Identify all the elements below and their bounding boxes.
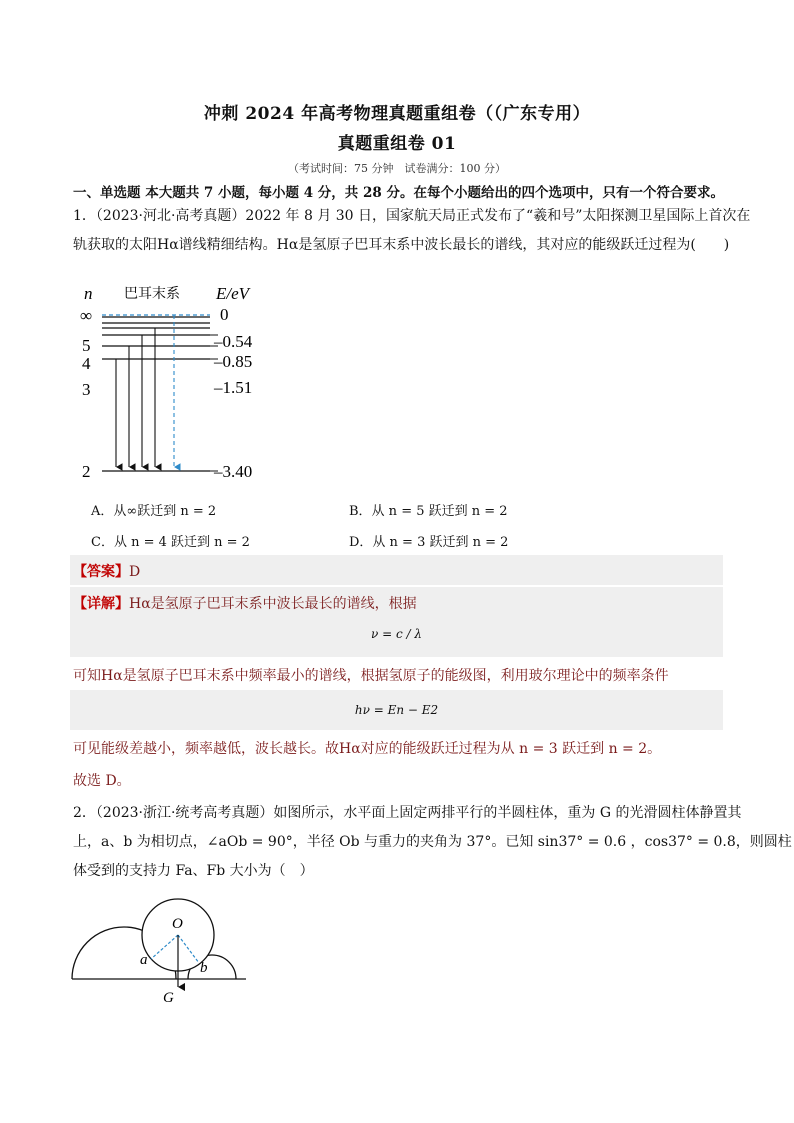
label-b: b [200, 960, 208, 976]
level-n-2: 2 [82, 462, 91, 481]
answer-value: D [129, 564, 141, 580]
level-e-4: –0.85 [214, 352, 253, 371]
section-heading: 一、单选题 本大题共 7 小题，每小题 4 分，共 28 分。在每个小题给出的四个选项中，只有一个符合要求。 [73, 185, 724, 201]
q1-stem-line2: 轨获取的太阳Hα谱线精细结构。Hα是氢原子巴耳末系中波长最长的谱线，其对应的能级跃迁过程为( ) [73, 237, 730, 253]
detail-tag: 【详解】 [73, 596, 129, 612]
paper-subtitle: 真题重组卷 01 [337, 134, 457, 154]
level-e-inf: 0 [220, 305, 229, 324]
formula-panel [70, 690, 723, 730]
q2-stem-line2: 上，a、b 为相切点，∠aOb = 90°，半径 Ob 与重力的夹角为 37°。已知 sin37° = 0.6 ，cos37° = 0.8，则圆柱 [73, 834, 792, 850]
q1-option-d[interactable]: D．从 n = 3 跃迁到 n = 2 [349, 535, 509, 550]
energy-axis-label: E/eV [216, 284, 250, 303]
level-n-4: 4 [82, 354, 91, 373]
detail-line1: Hα是氢原子巴耳末系中波长最长的谱线，根据 [129, 596, 417, 612]
detail-panel [70, 587, 723, 657]
label-a: a [140, 952, 148, 968]
series-label: 巴耳末系 [124, 286, 180, 302]
energy-level-diagram [70, 275, 290, 485]
level-e-5: –0.54 [214, 332, 253, 351]
q2-stem-line1: 2．（2023·浙江·统考高考真题）如图所示，水平面上固定两排平行的半圆柱体，重为 G 的光滑圆柱体静置其 [73, 805, 742, 821]
formula-bohr: hν = En − E2 [354, 703, 439, 717]
level-n-3: 3 [82, 380, 91, 399]
n-axis-label: n [84, 284, 93, 303]
answer-panel [70, 555, 723, 585]
cylinder-diagram [68, 895, 258, 1010]
detail-conclusion: 故选 D。 [73, 773, 131, 789]
level-n-5: 5 [82, 336, 91, 355]
label-g: G [163, 990, 174, 1006]
level-e-3: –1.51 [214, 378, 253, 397]
detail-line2: 可知Hα是氢原子巴耳末系中频率最小的谱线，根据氢原子的能级图，利用玻尔理论中的频率条件 [73, 668, 669, 684]
paper-title: 冲刺 2024 年高考物理真题重组卷（（广东专用） [203, 104, 591, 124]
detail-line3: 可见能级差越小，频率越低，波长越长。故Hα对应的能级跃迁过程为从 n = 3 跃迁到 n = 2。 [73, 741, 662, 757]
q2-stem-line3: 体受到的支持力 Fa、Fb 大小为（ ） [73, 863, 314, 879]
answer-tag: 【答案】 [73, 564, 129, 580]
q1-stem-line1: 1．（2023·河北·高考真题）2022 年 8 月 30 日，国家航天局正式发布了“羲和号”太阳探测卫星国际上首次在 [73, 208, 751, 224]
level-e-2: –3.40 [214, 462, 253, 481]
level-n-inf: ∞ [80, 306, 93, 325]
formula-frequency: ν = c / λ [371, 627, 422, 641]
exam-meta: （考试时间：75 分钟 试卷满分：100 分） [288, 162, 506, 175]
q1-option-b[interactable]: B．从 n = 5 跃迁到 n = 2 [349, 504, 508, 519]
q1-option-a[interactable]: A．从∞跃迁到 n = 2 [91, 504, 217, 519]
label-o: O [172, 916, 183, 932]
q1-option-c[interactable]: C．从 n = 4 跃迁到 n = 2 [91, 535, 250, 550]
